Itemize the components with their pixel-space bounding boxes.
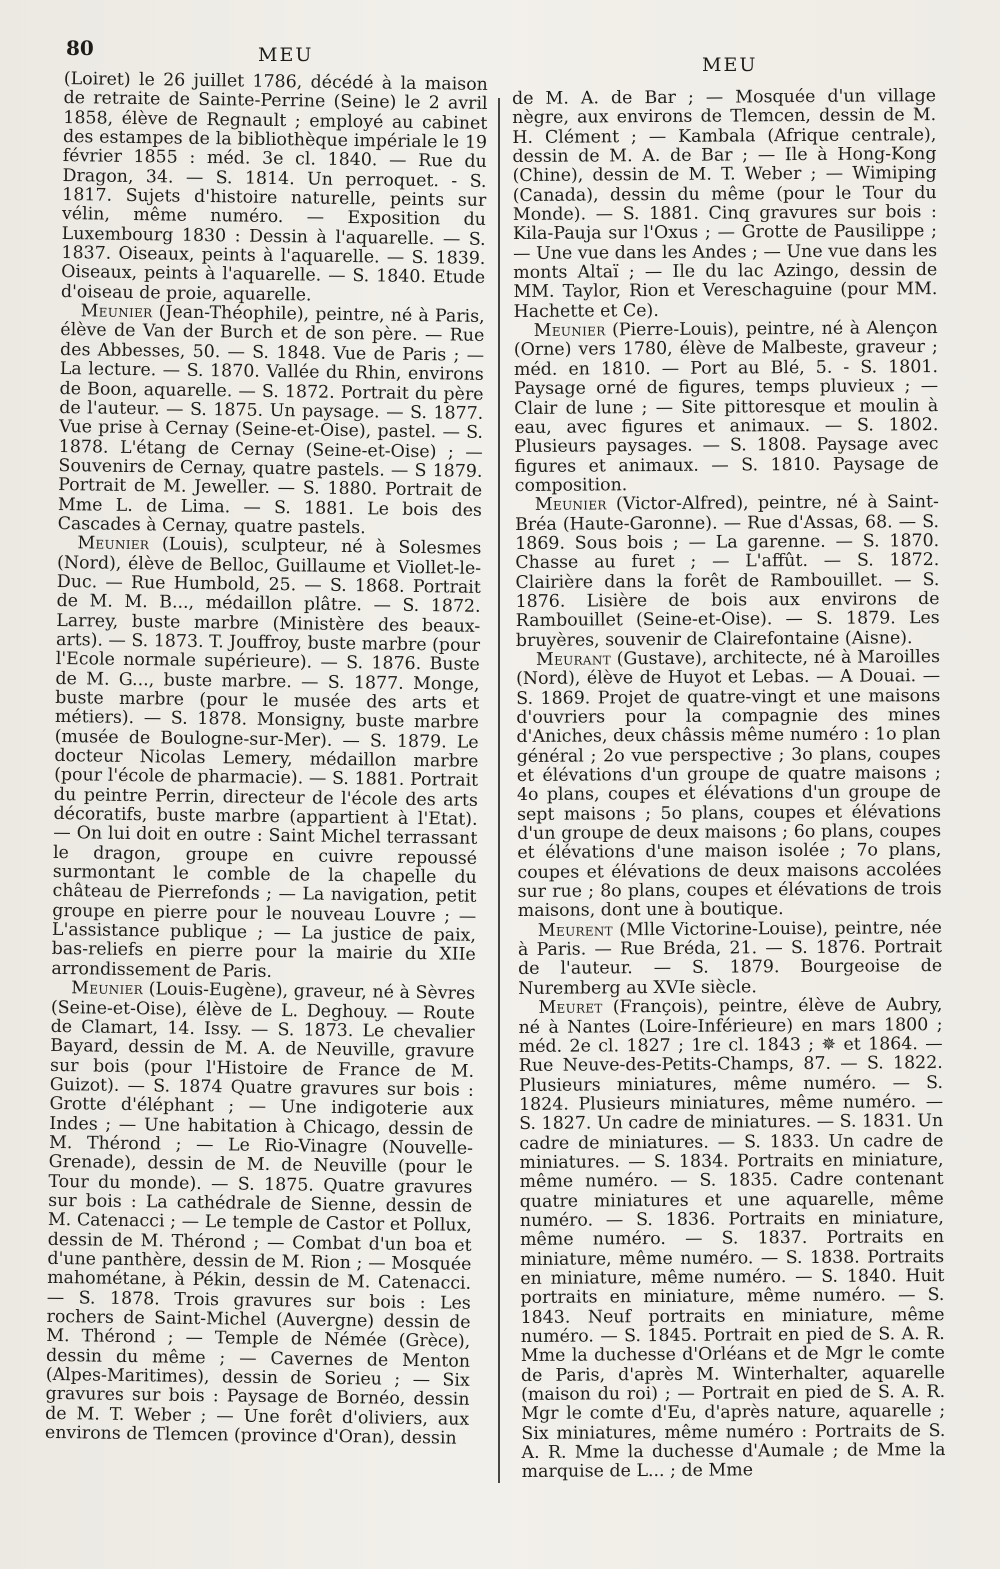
entry-name: Meunier — [77, 533, 150, 555]
entry-name: Meurent — [537, 920, 614, 941]
entry-continuation: (Loiret) le 26 juillet 1786, décédé à la maison de retraite de Sainte-Perrine (Seine) le 2 avril 1858, élève de Regnault ; employé au cabinet des estampes de la bibliothèque impériale le 19 février 1855 : méd. 3e cl. 1840. — Rue du Dragon, 34. — S. 1814. Un perroquet. - S. 1817. Sujets d'histoire naturelle, peints sur vélin, même numéro. — Exposition du Luxembourg 1830 : Dessin à l'aquarelle. — S. 1837. Oiseaux, peints à l'aquarelle. — S. 1839. Oiseaux, peints à l'aquarelle. — S. 1840. Etude d'oiseau de proie, aquarelle. — [60, 69, 488, 306]
entry-name: Meunier — [534, 494, 607, 516]
entry-text: (Louis), sculpteur, né à Solesmes (Nord), élève de Belloc, Guillaume et Viollet-le-Duc. — Rue Humbold, 25. — S. 1868. Portrait de M. M. B..., médaillon plâtre. — S. 1872. Larrey, buste marbre (Ministère des beaux-arts). — S. 1873. T. Jouffroy, buste marbre (pour l'Ecole normale supérieure). — S. 1876. Buste de M. G..., buste marbre. — S. 1877. Monge, buste marbre (pour le musée des arts et métiers). — S. 1878. Monsigny, buste marbre (musée de Boulogne-sur-Mer). — S. 1879. Le docteur Nicolas Lemery, médaillon marbre (pour l'école de pharmacie). — S. 1881. Portrait du peintre Perrin, directeur de l'école des arts décoratifs, buste marbre (appartient à l'Etat). — On lui doit en outre : Saint Michel terrassant le dragon, groupe en cuivre repoussé surmontant le comble de la chapelle du château de Pierrefonds ; — La navigation, petit groupe en pierre pour le nouveau Louvre ; — L'assistance publique ; — La justice de paix, bas-reliefs en pierre pour la mairie du XIIe arrondissement de Paris. — [51, 534, 482, 982]
entry-text: (Jean-Théophile), peintre, né à Paris, élève de Van der Burch et de son père. — Rue des Abbesses, 50. — S. 1848. Vue de Paris ; — La lecture. — S. 1870. Vallée du Rhin, environs de Boon, aquarelle. — S. 1872. Portrait du père de l'auteur. — S. 1875. Un paysage. — S. 1877. Vue prise à Cernay (Seine-et-Oise), pastel. — S. 1878. L'étang de Cernay (Seine-et-Oise) ; — Souvenirs de Cernay, quatre pastels. — S 1879. Portrait de M. Jeweller. — S. 1880. Portrait de Mme L. de Lima. — S. 1881. Le bois des Cascades à Cernay, quatre pastels. — [57, 302, 485, 539]
entry-continuation: de M. A. de Bar ; — Mosquée d'un village nègre, aux environs de Tlemcen, dessin de M. H. Clément ; — Kambala (Afrique centrale), dessin de M. A. de Bar ; — Ile à Hong-Kong (Chine), dessin de M. T. Weber ; — Wimiping (Canada), dessin du même (pour le Tour du Monde). — S. 1881. Cinq gravures sur bois : Kila-Pauja sur l'Oxus ; — Grotte de Pausilippe ; — Une vue dans les Andes ; — Une vue dans les monts Altaï ; — Ile du lac Azingo, dessin de MM. Taylor, Rion et Vereschaguine (pour MM. Hachette et Ce). — [511, 86, 938, 322]
column-divider — [498, 98, 500, 1483]
entry-name: Meunier — [533, 320, 606, 341]
dictionary-entry — [45, 979, 475, 1449]
entry-text: (Pierre-Louis), peintre, né à Alençon (Orne) vers 1780, élève de Malbeste, graveur ; méd. en 1810. — Port au Blé, 5. - S. 1801. Paysage orné de figures, temps pluvieux ; — Clair de lune ; — Site pittoresque et moulin à eau, avec figures et animaux. — S. 1802. Plusieurs paysages. — S. 1808. Paysage avec figures et animaux. — S. 1810. Paysage de composition. — [513, 318, 939, 496]
dictionary-entry — [51, 534, 481, 985]
entry-name: Meunier — [80, 301, 153, 323]
entry-name: Meurant — [535, 649, 612, 670]
entry-text: (Louis-Eugène), graveur, né à Sèvres (Seine-et-Oise), élève de L. Deghouy. — Route de Clamart, 14. Issy. — S. 1873. Le chevalier Bayard, dessin de M. A. de Neuville, gravure sur bois (pour l'Histoire de France de M. Guizot). — S. 1874 Quatre gravures sur bois : Grotte d'éléphant ; — Une indigoterie aux Indes ; — Une habitation à Chicago, dessin de M. Thérond ; — Le Rio-Vinagre (Nouvelle-Grenade), dessin de M. de Neuville (pour le Tour du monde). — S. 1875. Quatre gravures sur bois : La cathédrale de Sienne, dessin de M. Catenacci ; — Le temple de Castor et Pollux, dessin de M. Thérond ; — Combat d'un boa et d'une panthère, dessin de M. Rion ; — Mosquée mahométane, à Pékin, dessin de M. Catenacci. — S. 1878. Trois gravures sur bois : Les rochers de Saint-Michel (Auvergne) dessin de M. Thérond ; — Temple de Némée (Grèce), dessin du même ; — Cavernes de Menton (Alpes-Maritimes), dessin de Sorieu ; — Six gravures sur bois : Paysage de Bornéo, dessin de M. T. Weber ; — Une forêt d'oliviers, aux environs de Tlemcen (province d'Oran), dessin — [44, 979, 476, 1449]
entry-name: Meunier — [71, 978, 144, 1000]
entry-text: (Victor-Alfred), peintre, né à Saint-Bréa (Haute-Garonne). — Rue d'Assas, 68. — S. 1869. Sous bois ; — La garenne. — S. 1870. Chasse au furet ; — L'affût. — S. 1872. Clairière dans la forêt de Rambouillet. — S. 1876. Lisière de bois aux environs de Rambouillet (Seine-et-Oise). — S. 1879. Les bruyères, souvenir de Clairefontaine (Aisne). — [514, 492, 940, 651]
dictionary-entry — [514, 319, 939, 496]
dictionary-entry — [516, 648, 942, 922]
running-header-right: MEU — [702, 54, 758, 76]
dictionary-entry — [518, 919, 943, 999]
entry-text: (Mlle Victorine-Louise), peintre, née à Paris. — Rue Bréda, 21. — S. 1876. Portrait de l'auteur. — S. 1879. Bourgeoise de Nuremberg au XVIe siècle. — [517, 917, 943, 999]
dictionary-entry — [518, 996, 945, 1483]
entry-text: (François), peintre, élève de Aubry, né à Nantes (Loire-Inférieure) en mars 1800 ; méd. 2e cl. 1827 ; 1re cl. 1843 ; ✵ et 1864. — Rue Neuve-des-Petits-Champs, 87. — S. 1822. Plusieurs miniatures, même numéro. — S. 1824. Plusieurs miniatures, même numéro. — S. 1827. Un cadre de miniatures. — S. 1831. Un cadre de miniatures. — S. 1833. Un cadre de miniatures. — S. 1834. Portraits en miniature, même numéro. — S. 1835. Cadre contenant quatre miniatures et une aquarelle, même numéro. — S. 1836. Portraits en miniature, même numéro. — S. 1837. Portraits en miniature, même numéro. — S. 1838. Portraits en miniature, même numéro. — S. 1840. Huit portraits en miniature, même numéro. — S. 1843. Neuf portraits en miniature, même numéro. — S. 1845. Portrait en pied de S. A. R. Mme la duchesse d'Orléans et de Mgr le comte de Paris, d'après M. Winterhalter, aquarelle (maison du roi) ; — Portrait en pied de S. A. R. Mgr le comte d'Eu, d'après nature, aquarelle ; Six miniatures, même numéro : Portraits de S. A. R. Mme la duchesse d'Aumale ; de Mme la marquise de L... ; de Mme — [518, 995, 946, 1483]
page-number: 80 — [66, 36, 94, 60]
entry-text: (Gustave), architecte, né à Maroilles (Nord), élève de Huyot et Lebas. — A Douai. — S. 1869. Projet de quatre-vingt et une maisons d'ouvriers pour la compagnie des mines d'Aniches, deux châssis même numéro : 1o plan général ; 2o vue perspective ; 3o plans, coupes et élévations d'un groupe de quatre maisons ; 4o plans, coupes et élévations d'un groupe de sept maisons ; 5o plans, coupes et élévations d'un groupe de deux maisons ; 6o plans, coupes et élévations d'une maison isolée ; 7o plans, coupes et élévations de deux maisons accolées sur rue ; 8o plans, coupes et élévations de trois maisons, dont une à boutique. — [516, 646, 942, 922]
dictionary-entry — [58, 302, 485, 540]
entry-name: Meuret — [538, 997, 603, 1018]
left-column — [45, 70, 488, 1449]
running-header-left: MEU — [258, 44, 314, 66]
right-column — [512, 87, 946, 1483]
dictionary-entry — [515, 493, 940, 651]
